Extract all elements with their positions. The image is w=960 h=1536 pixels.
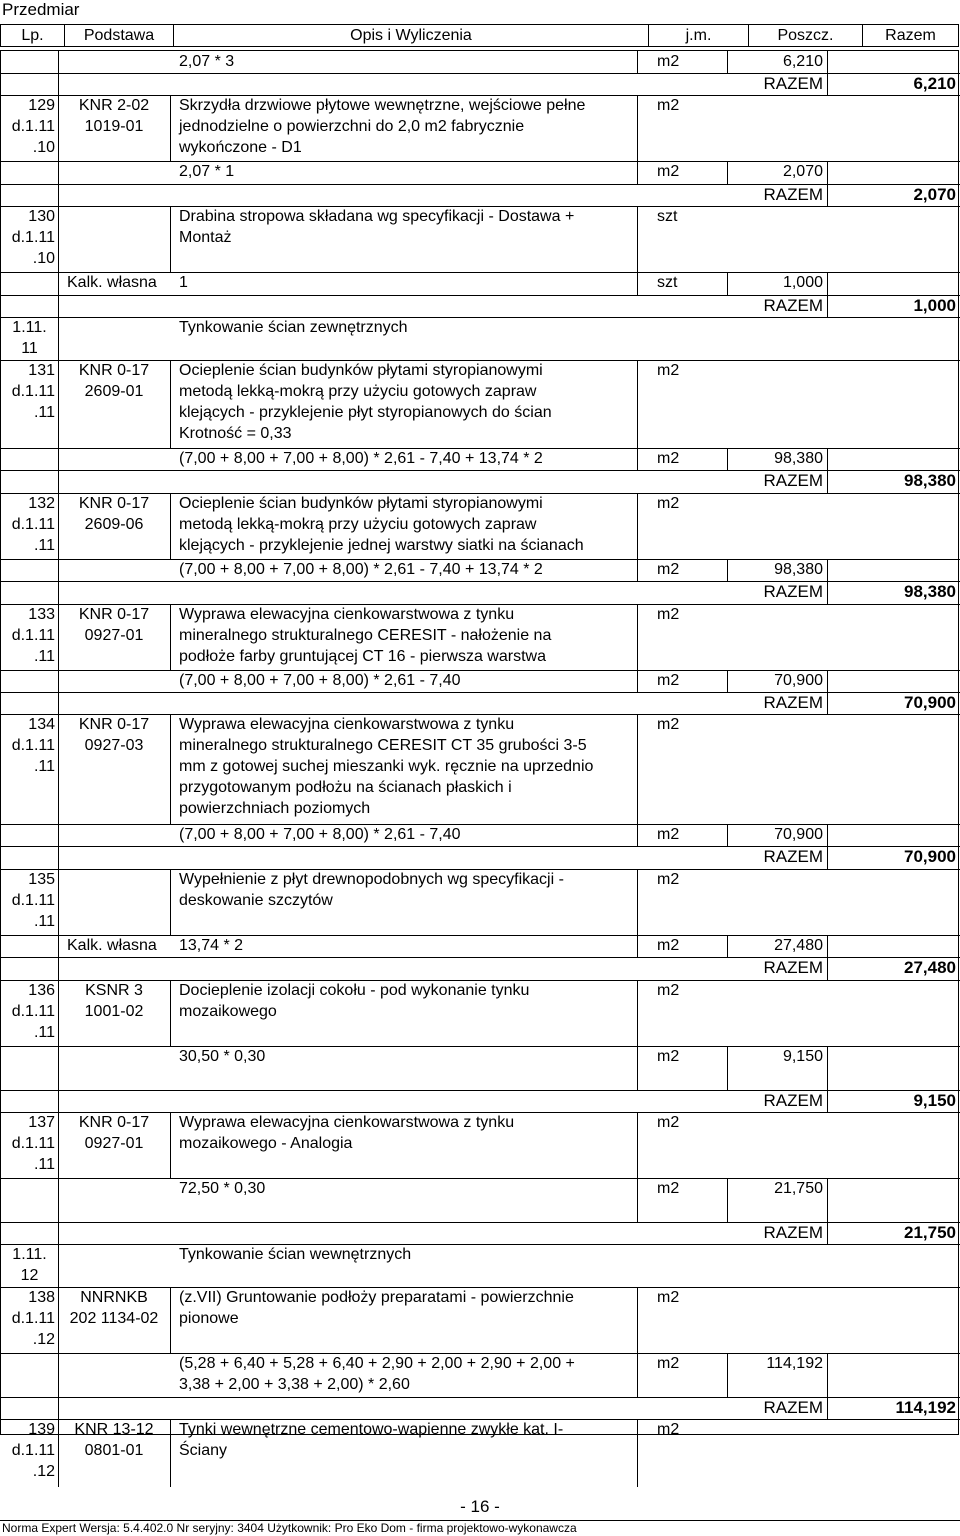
- item-number: .10: [32, 250, 55, 267]
- col-divider: [827, 1046, 828, 1090]
- col-divider: [727, 824, 728, 846]
- item-base: 0927-03: [84, 737, 144, 754]
- item-description: mineralnego strukturalnego CERESIT CT 35 grubości 3-5: [179, 737, 587, 754]
- col-divider: [827, 1090, 828, 1112]
- col-divider: [58, 360, 59, 448]
- col-divider: [727, 51, 728, 73]
- col-razem: Razem: [863, 25, 959, 47]
- calc-unit: m2: [657, 1355, 680, 1372]
- item-description: Drabina stropowa składana wg specyfikacji - Dostawa +: [179, 208, 575, 225]
- calc-value: 1,000: [782, 274, 823, 291]
- item-number: 138: [28, 1289, 55, 1306]
- item-description: powierzchniach poziomych: [179, 800, 371, 817]
- col-divider: [58, 1046, 59, 1090]
- col-divider: [637, 95, 638, 161]
- col-divider: [58, 1287, 59, 1353]
- razem-label: RAZEM: [763, 74, 823, 93]
- item-number: .11: [33, 1156, 55, 1173]
- col-divider: [827, 935, 828, 957]
- item-unit: m2: [657, 1421, 680, 1438]
- item-unit: m2: [657, 871, 680, 888]
- col-divider: [170, 1419, 171, 1487]
- calc-value: 98,380: [774, 450, 823, 467]
- item-number: d.1.11: [11, 737, 55, 754]
- item-description: przygotowanym podłożu na ścianach płaskich i: [179, 779, 512, 796]
- calc-expression: 13,74 * 2: [179, 937, 244, 954]
- razem-value: 1,000: [913, 296, 956, 315]
- item-number: d.1.11: [11, 1135, 55, 1152]
- item-base: KNR 0-17: [78, 362, 150, 379]
- row-divider: [1, 1244, 960, 1245]
- razem-label: RAZEM: [763, 693, 823, 712]
- col-podstawa: Podstawa: [65, 25, 174, 47]
- calc-unit: m2: [657, 937, 680, 954]
- col-divider: [727, 1353, 728, 1397]
- col-divider: [58, 206, 59, 272]
- item-base: KNR 2-02: [78, 97, 150, 114]
- footer-info: Norma Expert Wersja: 5.4.402.0 Nr seryjny: 3404 Użytkownik: Pro Eko Dom - firma projektowo-wykonawcza: [2, 1521, 577, 1535]
- col-divider: [58, 317, 59, 360]
- col-divider: [827, 295, 828, 317]
- col-divider: [637, 1112, 638, 1178]
- col-divider: [637, 670, 638, 692]
- item-number: 139: [28, 1421, 55, 1438]
- item-number: .11: [33, 404, 55, 421]
- col-divider: [827, 559, 828, 581]
- razem-label: RAZEM: [763, 1398, 823, 1417]
- col-divider: [727, 161, 728, 184]
- col-divider: [58, 184, 59, 206]
- col-divider: [58, 1353, 59, 1397]
- col-divider: [58, 51, 59, 73]
- item-number: 137: [28, 1114, 55, 1131]
- item-description: mineralnego strukturalnego CERESIT - nałożenie na: [179, 627, 552, 644]
- calc-expression: (7,00 + 8,00 + 7,00 + 8,00) * 2,61 - 7,40 + 13,74 * 2: [179, 561, 543, 578]
- col-divider: [637, 161, 638, 184]
- item-description: mm z gotowej suchej mieszanki wyk. ręcznie na uprzednio: [179, 758, 594, 775]
- razem-label: RAZEM: [763, 296, 823, 315]
- item-number: 134: [28, 716, 55, 733]
- item-description: mozaikowego - Analogia: [179, 1135, 353, 1152]
- item-description: klejących - przyklejenie płyt styropianowych do ścian: [179, 404, 552, 421]
- col-divider: [170, 714, 171, 824]
- calc-expression: (7,00 + 8,00 + 7,00 + 8,00) * 2,61 - 7,40: [179, 672, 461, 689]
- section-number: 1.11.: [12, 319, 47, 336]
- item-number: d.1.11: [11, 229, 55, 246]
- calc-value: 114,192: [766, 1355, 823, 1372]
- col-divider: [827, 692, 828, 714]
- item-base: 2609-06: [84, 516, 144, 533]
- col-divider: [727, 1046, 728, 1090]
- item-base: 0801-01: [84, 1442, 144, 1459]
- item-unit: m2: [657, 1114, 680, 1131]
- col-divider: [58, 846, 59, 869]
- col-divider: [827, 470, 828, 493]
- col-divider: [58, 1222, 59, 1244]
- col-divider: [637, 206, 638, 272]
- item-description: Krotność = 0,33: [179, 425, 292, 442]
- item-number: .11: [33, 537, 55, 554]
- section-number: 1.11.: [12, 1246, 47, 1263]
- section-number: 12: [20, 1267, 39, 1284]
- calc-expression: (7,00 + 8,00 + 7,00 + 8,00) * 2,61 - 7,40: [179, 826, 461, 843]
- razem-value: 21,750: [904, 1223, 956, 1242]
- razem-value: 2,070: [913, 185, 956, 204]
- col-divider: [727, 1178, 728, 1222]
- col-divider: [58, 670, 59, 692]
- item-description: jednodzielne o powierzchni do 2,0 m2 fabrycznie: [179, 118, 525, 135]
- item-description: Ocieplenie ścian budynków płytami styropianowymi: [179, 362, 543, 379]
- col-divider: [637, 980, 638, 1046]
- item-unit: m2: [657, 495, 680, 512]
- razem-label: RAZEM: [763, 582, 823, 601]
- col-divider: [170, 360, 171, 448]
- col-divider: [637, 448, 638, 470]
- row-divider: [1, 317, 960, 318]
- item-description: Montaż: [179, 229, 232, 246]
- item-description: wykończone - D1: [179, 139, 302, 156]
- col-divider: [637, 824, 638, 846]
- col-divider: [58, 935, 59, 957]
- col-divider: [170, 980, 171, 1046]
- calc-expression: 2,07 * 3: [179, 53, 235, 70]
- item-number: .11: [33, 913, 55, 930]
- item-number: .12: [32, 1463, 55, 1480]
- col-divider: [637, 1353, 638, 1397]
- col-divider: [637, 1419, 638, 1487]
- col-divider: [827, 51, 828, 73]
- item-number: d.1.11: [11, 1310, 55, 1327]
- calc-value: 27,480: [774, 937, 823, 954]
- calc-unit: m2: [657, 826, 680, 843]
- item-description: Ocieplenie ścian budynków płytami styropianowymi: [179, 495, 543, 512]
- razem-value: 9,150: [913, 1091, 956, 1110]
- razem-label: RAZEM: [763, 958, 823, 977]
- col-divider: [58, 1178, 59, 1222]
- item-unit: m2: [657, 97, 680, 114]
- item-number: .10: [32, 139, 55, 156]
- razem-label: RAZEM: [763, 1223, 823, 1242]
- document-title: Przedmiar: [2, 0, 80, 19]
- item-base: 1001-02: [84, 1003, 144, 1020]
- col-divider: [58, 869, 59, 935]
- col-divider: [637, 559, 638, 581]
- col-divider: [58, 493, 59, 559]
- razem-value: 27,480: [904, 958, 956, 977]
- col-divider: [58, 957, 59, 980]
- col-divider: [637, 604, 638, 670]
- col-divider: [170, 1287, 171, 1353]
- item-number: 133: [28, 606, 55, 623]
- item-number: d.1.11: [11, 1003, 55, 1020]
- col-divider: [58, 161, 59, 184]
- razem-value: 6,210: [913, 74, 956, 93]
- col-divider: [827, 1178, 828, 1222]
- col-divider: [58, 448, 59, 470]
- col-divider: [170, 493, 171, 559]
- calc-unit: m2: [657, 163, 680, 180]
- col-divider: [58, 559, 59, 581]
- col-divider: [58, 581, 59, 604]
- col-divider: [727, 935, 728, 957]
- item-description: Wyprawa elewacyjna cienkowarstwowa z tynku: [179, 716, 515, 733]
- item-base: NNRNKB: [80, 1289, 148, 1306]
- col-divider: [58, 604, 59, 670]
- col-divider: [58, 1090, 59, 1112]
- col-divider: [827, 272, 828, 295]
- calc-expression: 72,50 * 0,30: [179, 1180, 266, 1197]
- razem-value: 114,192: [895, 1398, 956, 1417]
- item-description: pionowe: [179, 1310, 239, 1327]
- item-unit: m2: [657, 606, 680, 623]
- calc-value: 9,150: [782, 1048, 823, 1065]
- section-title: Tynkowanie ścian wewnętrznych: [179, 1246, 412, 1263]
- item-number: 132: [28, 495, 55, 512]
- item-description: Docieplenie izolacji cokołu - pod wykonanie tynku: [179, 982, 530, 999]
- col-divider: [827, 73, 828, 95]
- col-divider: [727, 448, 728, 470]
- item-description: mozaikowego: [179, 1003, 277, 1020]
- col-divider: [58, 470, 59, 493]
- item-number: d.1.11: [11, 892, 55, 909]
- col-divider: [58, 1397, 59, 1419]
- col-divider: [170, 206, 171, 272]
- item-description: Skrzydła drzwiowe płytowe wewnętrzne, wejściowe pełne: [179, 97, 586, 114]
- col-divider: [58, 95, 59, 161]
- item-number: d.1.11: [11, 118, 55, 135]
- col-divider: [827, 1222, 828, 1244]
- col-lp: Lp.: [1, 25, 65, 47]
- col-divider: [827, 581, 828, 604]
- calc-expression: (5,28 + 6,40 + 5,28 + 6,40 + 2,90 + 2,00 + 2,90 + 2,00 +: [179, 1355, 575, 1372]
- col-divider: [827, 448, 828, 470]
- item-number: d.1.11: [11, 1442, 55, 1459]
- calc-unit: m2: [657, 1048, 680, 1065]
- item-base: 0927-01: [84, 627, 144, 644]
- col-divider: [58, 1244, 59, 1287]
- calc-basis: Kalk. własna: [67, 274, 157, 291]
- section-title: Tynkowanie ścian zewnętrznych: [179, 319, 408, 336]
- item-number: d.1.11: [11, 516, 55, 533]
- item-unit: m2: [657, 982, 680, 999]
- item-number: .12: [32, 1331, 55, 1348]
- col-divider: [827, 184, 828, 206]
- calc-value: 21,750: [774, 1180, 823, 1197]
- item-number: .11: [33, 1024, 55, 1041]
- col-divider: [58, 295, 59, 317]
- item-description: Tynki wewnętrzne cementowo-wapienne zwykłe kat. I-: [179, 1421, 564, 1438]
- col-divider: [827, 1397, 828, 1419]
- col-opis: Opis i Wyliczenia: [174, 25, 649, 47]
- item-number: .11: [33, 648, 55, 665]
- col-divider: [727, 272, 728, 295]
- col-divider: [827, 1353, 828, 1397]
- item-base: KNR 13-12: [74, 1421, 154, 1438]
- item-number: 129: [28, 97, 55, 114]
- col-divider: [827, 846, 828, 869]
- calc-expression: 1: [179, 274, 188, 291]
- razem-value: 98,380: [904, 582, 956, 601]
- calc-unit: m2: [657, 450, 680, 467]
- item-unit: m2: [657, 716, 680, 733]
- col-divider: [58, 1419, 59, 1487]
- item-description: (z.VII) Gruntowanie podłoży preparatami - powierzchnie: [179, 1289, 574, 1306]
- col-divider: [827, 670, 828, 692]
- item-description: Wyprawa elewacyjna cienkowarstwowa z tynku: [179, 1114, 515, 1131]
- razem-value: 70,900: [904, 847, 956, 866]
- item-number: 130: [28, 208, 55, 225]
- item-description: metodą lekką-mokrą przy użyciu gotowych zapraw: [179, 516, 537, 533]
- razem-label: RAZEM: [763, 185, 823, 204]
- col-divider: [170, 869, 171, 935]
- calc-value: 6,210: [782, 53, 823, 70]
- col-divider: [727, 559, 728, 581]
- item-number: 135: [28, 871, 55, 888]
- col-divider: [637, 51, 638, 73]
- cost-estimate-table: [0, 50, 959, 1480]
- item-unit: szt: [657, 208, 678, 225]
- col-divider: [637, 714, 638, 824]
- col-divider: [170, 604, 171, 670]
- item-description: podłoże farby gruntującej CT 16 - pierwsza warstwa: [179, 648, 546, 665]
- col-divider: [827, 161, 828, 184]
- col-poszcz: Poszcz.: [749, 25, 863, 47]
- item-base: KNR 0-17: [78, 495, 150, 512]
- col-jm: j.m.: [649, 25, 749, 47]
- calc-expression: (7,00 + 8,00 + 7,00 + 8,00) * 2,61 - 7,40 + 13,74 * 2: [179, 450, 543, 467]
- razem-value: 70,900: [904, 693, 956, 712]
- section-number: 11: [21, 340, 38, 357]
- calc-expression: 30,50 * 0,30: [179, 1048, 266, 1065]
- item-description: Ściany: [179, 1442, 228, 1459]
- calc-unit: m2: [657, 672, 680, 689]
- razem-label: RAZEM: [763, 1091, 823, 1110]
- item-number: d.1.11: [11, 627, 55, 644]
- calc-basis: Kalk. własna: [67, 937, 157, 954]
- col-divider: [637, 493, 638, 559]
- col-divider: [58, 824, 59, 846]
- item-unit: m2: [657, 1289, 680, 1306]
- col-divider: [58, 1112, 59, 1178]
- calc-unit: szt: [657, 274, 678, 291]
- item-base: 2609-01: [84, 383, 144, 400]
- item-description: Wyprawa elewacyjna cienkowarstwowa z tynku: [179, 606, 515, 623]
- col-divider: [637, 1046, 638, 1090]
- item-base: KNR 0-17: [78, 1114, 150, 1131]
- col-divider: [727, 670, 728, 692]
- col-divider: [637, 360, 638, 448]
- col-divider: [58, 73, 59, 95]
- table-header: [0, 24, 959, 47]
- calc-unit: m2: [657, 561, 680, 578]
- item-base: 0927-01: [84, 1135, 144, 1152]
- col-divider: [58, 692, 59, 714]
- col-divider: [637, 869, 638, 935]
- calc-value: 2,070: [782, 163, 823, 180]
- calc-unit: m2: [657, 53, 680, 70]
- col-divider: [827, 824, 828, 846]
- item-base: KNR 0-17: [78, 716, 150, 733]
- item-description: Wypełnienie z płyt drewnopodobnych wg specyfikacji -: [179, 871, 564, 888]
- item-unit: m2: [657, 362, 680, 379]
- col-divider: [637, 1287, 638, 1353]
- calc-expression: 2,07 * 1: [179, 163, 235, 180]
- razem-label: RAZEM: [763, 471, 823, 490]
- col-divider: [58, 272, 59, 295]
- calc-unit: m2: [657, 1180, 680, 1197]
- item-base: KNR 0-17: [78, 606, 150, 623]
- razem-value: 98,380: [904, 471, 956, 490]
- razem-label: RAZEM: [763, 847, 823, 866]
- col-divider: [58, 980, 59, 1046]
- calc-value: 70,900: [774, 672, 823, 689]
- col-divider: [170, 1112, 171, 1178]
- item-description: metodą lekką-mokrą przy użyciu gotowych zapraw: [179, 383, 537, 400]
- item-base: 202 1134-02: [69, 1310, 159, 1327]
- col-divider: [827, 957, 828, 980]
- col-divider: [637, 935, 638, 957]
- item-number: .11: [33, 758, 55, 775]
- col-divider: [637, 272, 638, 295]
- col-divider: [637, 1178, 638, 1222]
- item-number: d.1.11: [11, 383, 55, 400]
- item-base: KSNR 3: [85, 982, 143, 999]
- item-description: deskowanie szczytów: [179, 892, 333, 909]
- item-number: 131: [28, 362, 55, 379]
- calc-value: 70,900: [774, 826, 823, 843]
- item-base: 1019-01: [84, 118, 144, 135]
- item-description: klejących - przyklejenie jednej warstwy siatki na ścianach: [179, 537, 584, 554]
- item-number: 136: [28, 982, 55, 999]
- col-divider: [58, 714, 59, 824]
- calc-value: 98,380: [774, 561, 823, 578]
- page-number: - 16 -: [460, 1497, 500, 1516]
- col-divider: [170, 95, 171, 161]
- calc-expression: 3,38 + 2,00 + 3,38 + 2,00) * 2,60: [179, 1376, 410, 1393]
